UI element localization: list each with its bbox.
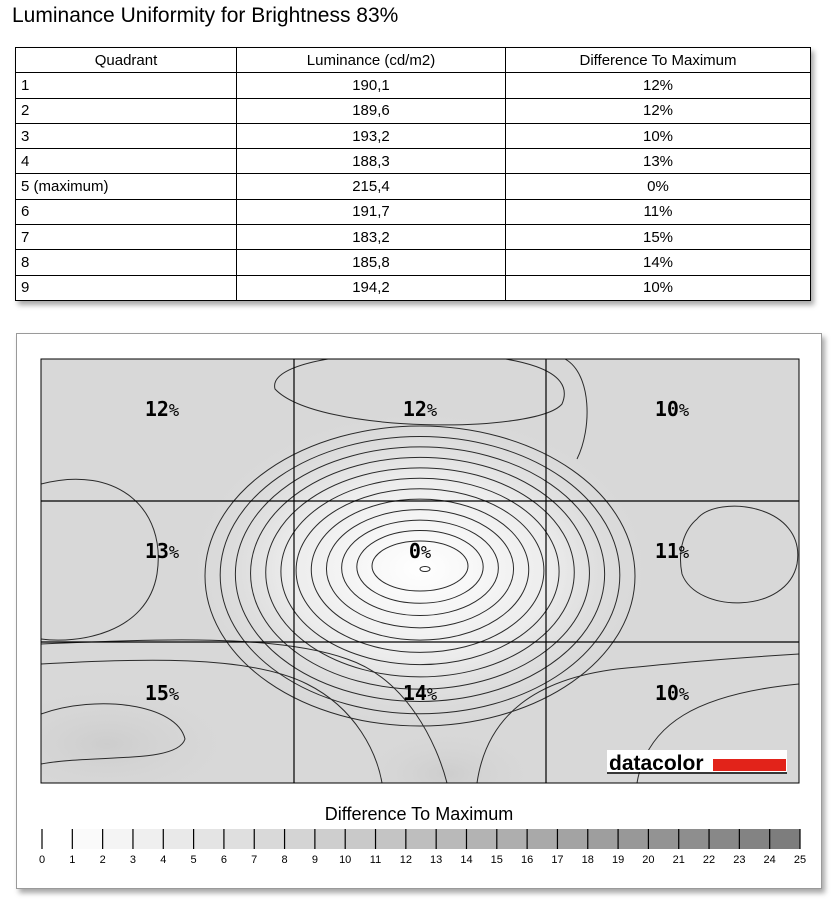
cell-difference: 11% (506, 199, 811, 224)
table-row (16, 123, 811, 148)
legend-tick-label: 1 (69, 854, 76, 866)
cell-difference: 14% (506, 250, 811, 275)
legend-swatch (739, 829, 769, 849)
legend-swatch (133, 829, 163, 849)
table-row (16, 98, 811, 123)
cell-difference: 15% (506, 225, 811, 250)
quadrant-label: 14% (402, 681, 438, 705)
legend-title: Difference To Maximum (324, 804, 514, 824)
legend-tick-label: 6 (220, 854, 227, 866)
legend-tick-label: 11 (369, 854, 382, 866)
quadrant-label: 15% (144, 681, 180, 705)
quadrant-label: 13% (144, 539, 180, 563)
legend-tick-label: 13 (430, 854, 443, 866)
legend-tick-label: 5 (190, 854, 197, 866)
legend-tick-label: 17 (551, 854, 564, 866)
table-header-row (16, 48, 811, 73)
table-row (16, 225, 811, 250)
cell-luminance: 183,2 (237, 225, 506, 250)
legend-tick-label: 23 (733, 854, 746, 866)
cell-luminance: 185,8 (237, 250, 506, 275)
cell-luminance: 193,2 (237, 123, 506, 148)
header-quadrant: Quadrant (16, 48, 237, 73)
legend-tick-label: 16 (520, 854, 534, 866)
cell-luminance: 190,1 (237, 73, 506, 98)
logo-text: datacolor (609, 752, 704, 775)
quadrant-label: 10% (654, 397, 690, 421)
legend-swatch (436, 829, 466, 849)
legend-swatch (194, 829, 224, 849)
cell-difference: 10% (506, 275, 811, 300)
legend-tick-label: 21 (672, 854, 685, 866)
uniformity-table (15, 47, 811, 301)
legend-swatch (42, 829, 72, 849)
legend-tick-label: 24 (763, 854, 776, 866)
legend-tick-label: 9 (311, 854, 318, 866)
cell-quadrant: 4 (16, 149, 237, 174)
legend-swatch (466, 829, 496, 849)
legend-swatch (527, 829, 557, 849)
cell-difference: 12% (506, 73, 811, 98)
legend-tick-label: 14 (460, 854, 473, 866)
quadrant-label: 0% (408, 539, 432, 563)
legend-swatch (497, 829, 527, 849)
legend-tick-label: 19 (611, 854, 625, 866)
legend-swatch (103, 829, 133, 849)
quadrant-label: 10% (654, 681, 690, 705)
table-row (16, 199, 811, 224)
legend-swatch (618, 829, 648, 849)
logo-red-bar (713, 759, 786, 771)
cell-luminance: 188,3 (237, 149, 506, 174)
table-row (16, 250, 811, 275)
legend-swatch (285, 829, 315, 849)
cell-difference: 12% (506, 98, 811, 123)
cell-difference: 0% (506, 174, 811, 199)
legend-tick-label: 20 (642, 854, 655, 866)
table-row (16, 275, 811, 300)
heatmap-plot (17, 353, 799, 819)
legend-tick-label: 7 (251, 854, 258, 866)
cell-quadrant: 5 (maximum) (16, 174, 237, 199)
uniformity-map-panel (16, 333, 822, 889)
legend-tick-label: 12 (399, 854, 412, 866)
table-row (16, 149, 811, 174)
legend-tick-label: 18 (581, 854, 594, 866)
legend-tick-label: 15 (490, 854, 503, 866)
cell-luminance: 189,6 (237, 98, 506, 123)
cell-quadrant: 3 (16, 123, 237, 148)
page-title: Luminance Uniformity for Brightness 83% (12, 4, 399, 27)
header-luminance: Luminance (cd/m2) (237, 48, 506, 73)
legend-tick-label: 8 (281, 854, 288, 866)
table-row (16, 73, 811, 98)
cell-quadrant: 7 (16, 225, 237, 250)
header-difference: Difference To Maximum (506, 48, 811, 73)
legend-tick-label: 4 (160, 854, 167, 866)
legend-tick-label: 10 (339, 854, 352, 866)
legend-tick-label: 3 (129, 854, 137, 866)
legend-swatch (254, 829, 284, 849)
legend-swatch (163, 829, 193, 849)
datacolor-logo (607, 750, 787, 775)
legend-swatch (315, 829, 345, 849)
legend-swatch (588, 829, 618, 849)
cell-luminance: 215,4 (237, 174, 506, 199)
legend-swatch (679, 829, 709, 849)
cell-difference: 10% (506, 123, 811, 148)
legend-swatch (557, 829, 587, 849)
legend-swatch (72, 829, 102, 849)
legend-tick-label: 2 (99, 854, 106, 866)
quadrant-label: 12% (144, 397, 180, 421)
quadrant-label: 12% (402, 397, 438, 421)
legend-swatch (648, 829, 678, 849)
legend-swatch (709, 829, 739, 849)
quadrant-label: 11% (654, 539, 690, 563)
legend-swatch (406, 829, 436, 849)
cell-quadrant: 8 (16, 250, 237, 275)
table-row (16, 174, 811, 199)
cell-luminance: 191,7 (237, 199, 506, 224)
legend-swatch (770, 829, 800, 849)
legend-tick-label: 25 (793, 854, 807, 866)
cell-luminance: 194,2 (237, 275, 506, 300)
legend-tick-label: 22 (702, 854, 716, 866)
cell-quadrant: 2 (16, 98, 237, 123)
legend-scale (39, 829, 806, 866)
cell-quadrant: 9 (16, 275, 237, 300)
legend-swatch (224, 829, 254, 849)
cell-difference: 13% (506, 149, 811, 174)
legend-tick-label: 0 (38, 854, 46, 866)
legend-swatch (376, 829, 406, 849)
legend-swatch (345, 829, 375, 849)
cell-quadrant: 1 (16, 73, 237, 98)
cell-quadrant: 6 (16, 199, 237, 224)
